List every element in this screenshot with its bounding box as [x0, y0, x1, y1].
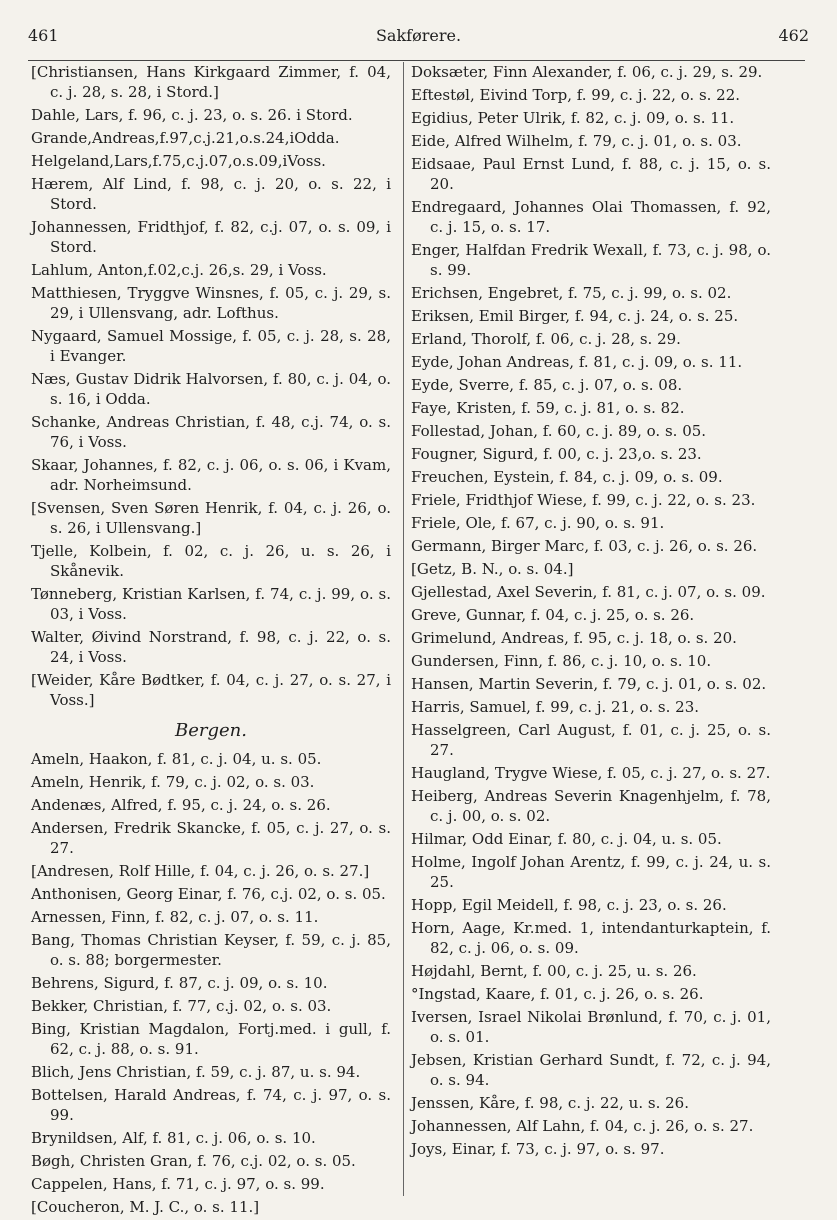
directory-entry: Lahlum, Anton,f.02,c.j. 26,s. 29, i Voss.	[31, 261, 327, 279]
directory-entry: Fougner, Sigurd, f. 00, c. j. 23,o. s. 23.	[411, 445, 702, 463]
header-rule	[28, 60, 805, 61]
directory-entry: Freuchen, Eystein, f. 84, c. j. 09, o. s. 09.	[411, 468, 723, 486]
directory-entry: Haugland, Trygve Wiese, f. 05, c. j. 27, o. s. 27.	[411, 764, 771, 782]
directory-entry: Horn, Aage, Kr.med. 1, intendanturkaptein, f. 82, c. j. 06, o. s. 09.	[411, 919, 771, 957]
directory-entry: Enger, Halfdan Fredrik Wexall, f. 73, c. j. 98, o. s. 99.	[411, 241, 771, 279]
directory-entry: Bottelsen, Harald Andreas, f. 74, c. j. 97, o. s. 99.	[31, 1086, 391, 1124]
directory-entry: Iversen, Israel Nikolai Brønlund, f. 70, c. j. 01, o. s. 01.	[411, 1008, 771, 1046]
directory-entry: Eriksen, Emil Birger, f. 94, c. j. 24, o. s. 25.	[411, 307, 739, 325]
directory-entry: [Coucheron, M. J. C., o. s. 11.]	[31, 1198, 260, 1216]
directory-entry: Højdahl, Bernt, f. 00, c. j. 25, u. s. 26.	[411, 962, 697, 980]
directory-entry: Næs, Gustav Didrik Halvorsen, f. 80, c. j. 04, o. s. 16, i Odda.	[31, 370, 391, 408]
directory-entry: Jenssen, Kåre, f. 98, c. j. 22, u. s. 26.	[411, 1094, 689, 1112]
directory-entry: Ameln, Haakon, f. 81, c. j. 04, u. s. 05.	[31, 750, 322, 768]
directory-entry: Johannessen, Fridthjof, f. 82, c.j. 07, o. s. 09, i Stord.	[31, 218, 391, 256]
directory-entry: Skaar, Johannes, f. 82, c. j. 06, o. s. 06, i Kvam, adr. Norheimsund.	[31, 456, 391, 494]
directory-entry: Brynildsen, Alf, f. 81, c. j. 06, o. s. 10.	[31, 1129, 316, 1147]
directory-entry: Eftestøl, Eivind Torp, f. 99, c. j. 22, o. s. 22.	[411, 86, 741, 104]
directory-entry: Hilmar, Odd Einar, f. 80, c. j. 04, u. s. 05.	[411, 830, 722, 848]
directory-entry: Helgeland,Lars,f.75,c.j.07,o.s.09,iVoss.	[31, 152, 326, 170]
page-number-right: 462	[778, 26, 809, 45]
directory-entry: Joys, Einar, f. 73, c. j. 97, o. s. 97.	[411, 1140, 665, 1158]
page-number-left: 461	[28, 26, 59, 45]
directory-entry: Doksæter, Finn Alexander, f. 06, c. j. 29, s. 29.	[411, 63, 763, 81]
section-title-bergen: Bergen.	[175, 720, 247, 741]
directory-entry: Greve, Gunnar, f. 04, c. j. 25, o. s. 26.	[411, 606, 695, 624]
directory-entry: Holme, Ingolf Johan Arentz, f. 99, c. j. 24, u. s. 25.	[411, 853, 771, 891]
directory-entry: Heiberg, Andreas Severin Knagenhjelm, f. 78, c. j. 00, o. s. 02.	[411, 787, 771, 825]
directory-entry: Schanke, Andreas Christian, f. 48, c.j. 74, o. s. 76, i Voss.	[31, 413, 391, 451]
directory-entry: Ameln, Henrik, f. 79, c. j. 02, o. s. 03.	[31, 773, 315, 791]
directory-entry: Dahle, Lars, f. 96, c. j. 23, o. s. 26. i Stord.	[31, 106, 353, 124]
directory-entry: Tjelle, Kolbein, f. 02, c. j. 26, u. s. 26, i Skånevik.	[31, 542, 391, 580]
right-column	[411, 62, 771, 1162]
directory-entry: Endregaard, Johannes Olai Thomassen, f. 92, c. j. 15, o. s. 17.	[411, 198, 771, 236]
directory-entry: Gjellestad, Axel Severin, f. 81, c. j. 07, o. s. 09.	[411, 583, 766, 601]
directory-entry: Andenæs, Alfred, f. 95, c. j. 24, o. s. 26.	[31, 796, 331, 814]
directory-entry: Hansen, Martin Severin, f. 79, c. j. 01, o. s. 02.	[411, 675, 767, 693]
directory-entry: Bekker, Christian, f. 77, c.j. 02, o. s. 03.	[31, 997, 332, 1015]
directory-entry: Anthonisen, Georg Einar, f. 76, c.j. 02, o. s. 05.	[31, 885, 386, 903]
directory-entry: Jebsen, Kristian Gerhard Sundt, f. 72, c. j. 94, o. s. 94.	[411, 1051, 771, 1089]
directory-entry: Harris, Samuel, f. 99, c. j. 21, o. s. 23.	[411, 698, 700, 716]
directory-entry: Tønneberg, Kristian Karlsen, f. 74, c. j. 99, o. s. 03, i Voss.	[31, 585, 391, 623]
directory-entry: Erland, Thorolf, f. 06, c. j. 28, s. 29.	[411, 330, 681, 348]
directory-entry: Eyde, Johan Andreas, f. 81, c. j. 09, o. s. 11.	[411, 353, 743, 371]
column-divider	[403, 62, 404, 1196]
right-list	[411, 62, 771, 1159]
directory-entry: Grande,Andreas,f.97,c.j.21,o.s.24,iOdda.	[31, 129, 340, 147]
directory-entry: °Ingstad, Kaare, f. 01, c. j. 26, o. s. 26.	[411, 985, 704, 1003]
page-header	[28, 26, 809, 48]
directory-entry: Hærem, Alf Lind, f. 98, c. j. 20, o. s. 22, i Stord.	[31, 175, 391, 213]
directory-entry: Hopp, Egil Meidell, f. 98, c. j. 23, o. s. 26.	[411, 896, 727, 914]
directory-entry: Eide, Alfred Wilhelm, f. 79, c. j. 01, o. s. 03.	[411, 132, 742, 150]
directory-entry: Follestad, Johan, f. 60, c. j. 89, o. s. 05.	[411, 422, 707, 440]
directory-entry: Nygaard, Samuel Mossige, f. 05, c. j. 28, s. 28, i Evanger.	[31, 327, 391, 365]
directory-entry: Bang, Thomas Christian Keyser, f. 59, c. j. 85, o. s. 88; borgermester.	[31, 931, 391, 969]
directory-entry: Cappelen, Hans, f. 71, c. j. 97, o. s. 99.	[31, 1175, 325, 1193]
directory-entry: [Andresen, Rolf Hille, f. 04, c. j. 26, o. s. 27.]	[31, 862, 370, 880]
left-top-list	[31, 62, 391, 710]
directory-entry: Behrens, Sigurd, f. 87, c. j. 09, o. s. 10.	[31, 974, 328, 992]
directory-entry: Eyde, Sverre, f. 85, c. j. 07, o. s. 08.	[411, 376, 683, 394]
left-bottom-list	[31, 749, 391, 1217]
directory-entry: [Getz, B. N., o. s. 04.]	[411, 560, 574, 578]
directory-entry: Friele, Ole, f. 67, c. j. 90, o. s. 91.	[411, 514, 665, 532]
directory-entry: Eidsaae, Paul Ernst Lund, f. 88, c. j. 15, o. s. 20.	[411, 155, 771, 193]
directory-entry: Egidius, Peter Ulrik, f. 82, c. j. 09, o. s. 11.	[411, 109, 735, 127]
directory-entry: Friele, Fridthjof Wiese, f. 99, c. j. 22, o. s. 23.	[411, 491, 756, 509]
directory-entry: Andersen, Fredrik Skancke, f. 05, c. j. 27, o. s. 27.	[31, 819, 391, 857]
directory-entry: Bing, Kristian Magdalon, Fortj.med. i gull, f. 62, c. j. 88, o. s. 91.	[31, 1020, 391, 1058]
directory-entry: [Svensen, Sven Søren Henrik, f. 04, c. j. 26, o. s. 26, i Ullensvang.]	[31, 499, 391, 537]
directory-entry: Blich, Jens Christian, f. 59, c. j. 87, u. s. 94.	[31, 1063, 361, 1081]
left-column	[31, 62, 391, 1220]
directory-entry: Bøgh, Christen Gran, f. 76, c.j. 02, o. s. 05.	[31, 1152, 356, 1170]
page-title: Sakførere.	[375, 26, 462, 45]
directory-entry: Grimelund, Andreas, f. 95, c. j. 18, o. s. 20.	[411, 629, 737, 647]
directory-entry: Faye, Kristen, f. 59, c. j. 81, o. s. 82.	[411, 399, 685, 417]
directory-entry: [Weider, Kåre Bødtker, f. 04, c. j. 27, o. s. 27, i Voss.]	[31, 671, 391, 709]
directory-entry: Germann, Birger Marc, f. 03, c. j. 26, o. s. 26.	[411, 537, 758, 555]
directory-entry: Walter, Øivind Norstrand, f. 98, c. j. 22, o. s. 24, i Voss.	[31, 628, 391, 666]
directory-entry: Arnessen, Finn, f. 82, c. j. 07, o. s. 11.	[31, 908, 319, 926]
directory-entry: Gundersen, Finn, f. 86, c. j. 10, o. s. 10.	[411, 652, 712, 670]
directory-entry: Hasselgreen, Carl August, f. 01, c. j. 25, o. s. 27.	[411, 721, 771, 759]
directory-entry: Johannessen, Alf Lahn, f. 04, c. j. 26, o. s. 27.	[411, 1117, 754, 1135]
directory-entry: Matthiesen, Tryggve Winsnes, f. 05, c. j. 29, s. 29, i Ullensvang, adr. Lofthus.	[31, 284, 391, 322]
directory-entry: [Christiansen, Hans Kirkgaard Zimmer, f. 04, c. j. 28, s. 28, i Stord.]	[31, 63, 391, 101]
directory-entry: Erichsen, Engebret, f. 75, c. j. 99, o. s. 02.	[411, 284, 732, 302]
